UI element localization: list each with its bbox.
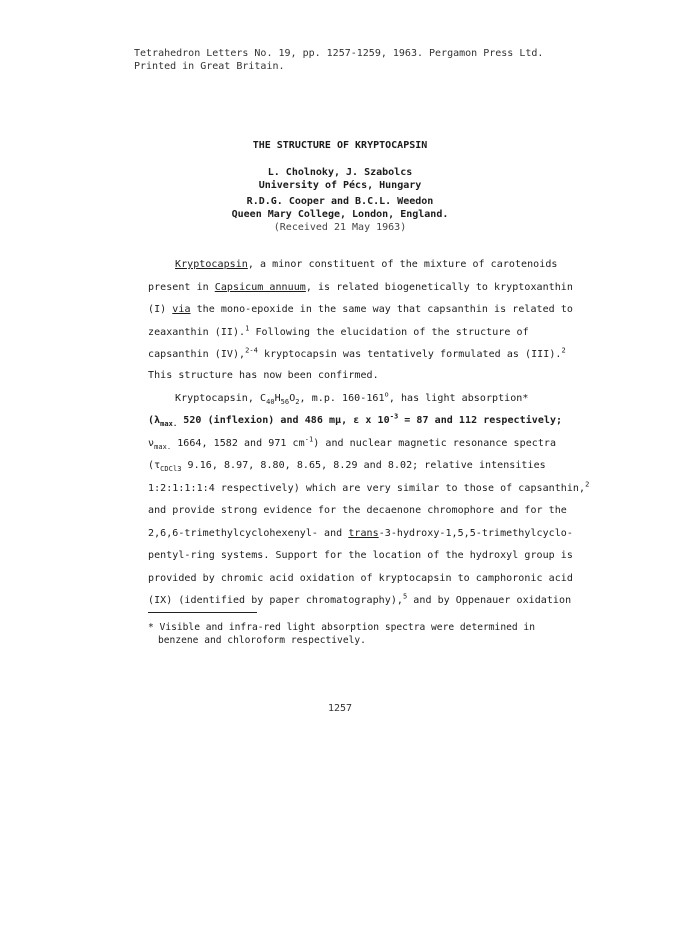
body-line: zeaxanthin (II).$^1$ Following the elucidation of the structure of bbox=[148, 324, 529, 338]
footnote-line: * Visible and infra-red light absorption spectra were determined in bbox=[148, 622, 535, 633]
body-line: 1:2:1:1:1:4 respectively) which are very similar to those of capsanthin,$^2$ bbox=[148, 480, 590, 494]
page-number: 1257 bbox=[327, 703, 353, 714]
body-line: ($\lambda_{max.}$ 520 (inflexion) and 486 mμ, ε x $10^{-3} = 87$ and 112 respectively; bbox=[148, 412, 563, 428]
authors-1: L. Cholnoky, J. Szabolcs bbox=[267, 167, 413, 178]
body-line: (I) via the mono-epoxide in the same way that capsanthin is related to bbox=[148, 304, 573, 315]
received-date: (Received 21 May 1963) bbox=[273, 222, 407, 233]
paper-title: THE STRUCTURE OF KRYPTOCAPSIN bbox=[252, 140, 428, 151]
body-line: present in Capsicum annuum, is related biogenetically to kryptoxanthin bbox=[148, 282, 573, 293]
body-line: capsanthin (IV),$^{2-4}$ kryptocapsin was tentatively formulated as (III).$^2$ bbox=[148, 346, 566, 360]
body-line: provided by chromic acid oxidation of kryptocapsin to camphoronic acid bbox=[148, 573, 573, 584]
body-line: 2,6,6-trimethylcyclohexenyl- and trans-3-hydroxy-1,5,5-trimethylcyclo- bbox=[148, 528, 573, 539]
body-line: $\nu_{max.}$ 1664, 1582 and 971 $cm^{-1}$) and nuclear magnetic resonance spectra bbox=[148, 435, 557, 451]
body-line: Kryptocapsin, a minor constituent of the mixture of carotenoids bbox=[175, 259, 558, 270]
body-line: and provide strong evidence for the decaenone chromophore and for the bbox=[148, 505, 567, 516]
body-line: Kryptocapsin, $C_{40}H_{56}O_2$, m.p. 160-161$^o$, has light absorption* bbox=[175, 390, 529, 406]
body-line: This structure has now been confirmed. bbox=[148, 370, 379, 381]
body-line: (IX) (identified by paper chromatography),$^5$ and by Oppenauer oxidation bbox=[148, 592, 572, 606]
authors-2: R.D.G. Cooper and B.C.L. Weedon bbox=[246, 196, 434, 207]
printed-in: Printed in Great Britain. bbox=[134, 61, 285, 72]
affiliation-2: Queen Mary College, London, England. bbox=[231, 209, 449, 220]
footnote-line: benzene and chloroform respectively. bbox=[158, 635, 366, 646]
body-line: pentyl-ring systems. Support for the location of the hydroxyl group is bbox=[148, 550, 573, 561]
footnote-rule bbox=[148, 612, 257, 613]
journal-citation: Tetrahedron Letters No. 19, pp. 1257-1259, 1963. Pergamon Press Ltd. bbox=[134, 48, 544, 59]
affiliation-1: University of Pécs, Hungary bbox=[258, 180, 422, 191]
body-line: ($\tau_{CDCl3}$ 9.16, 8.97, 8.80, 8.65, 8.29 and 8.02; relative intensities bbox=[148, 460, 546, 473]
